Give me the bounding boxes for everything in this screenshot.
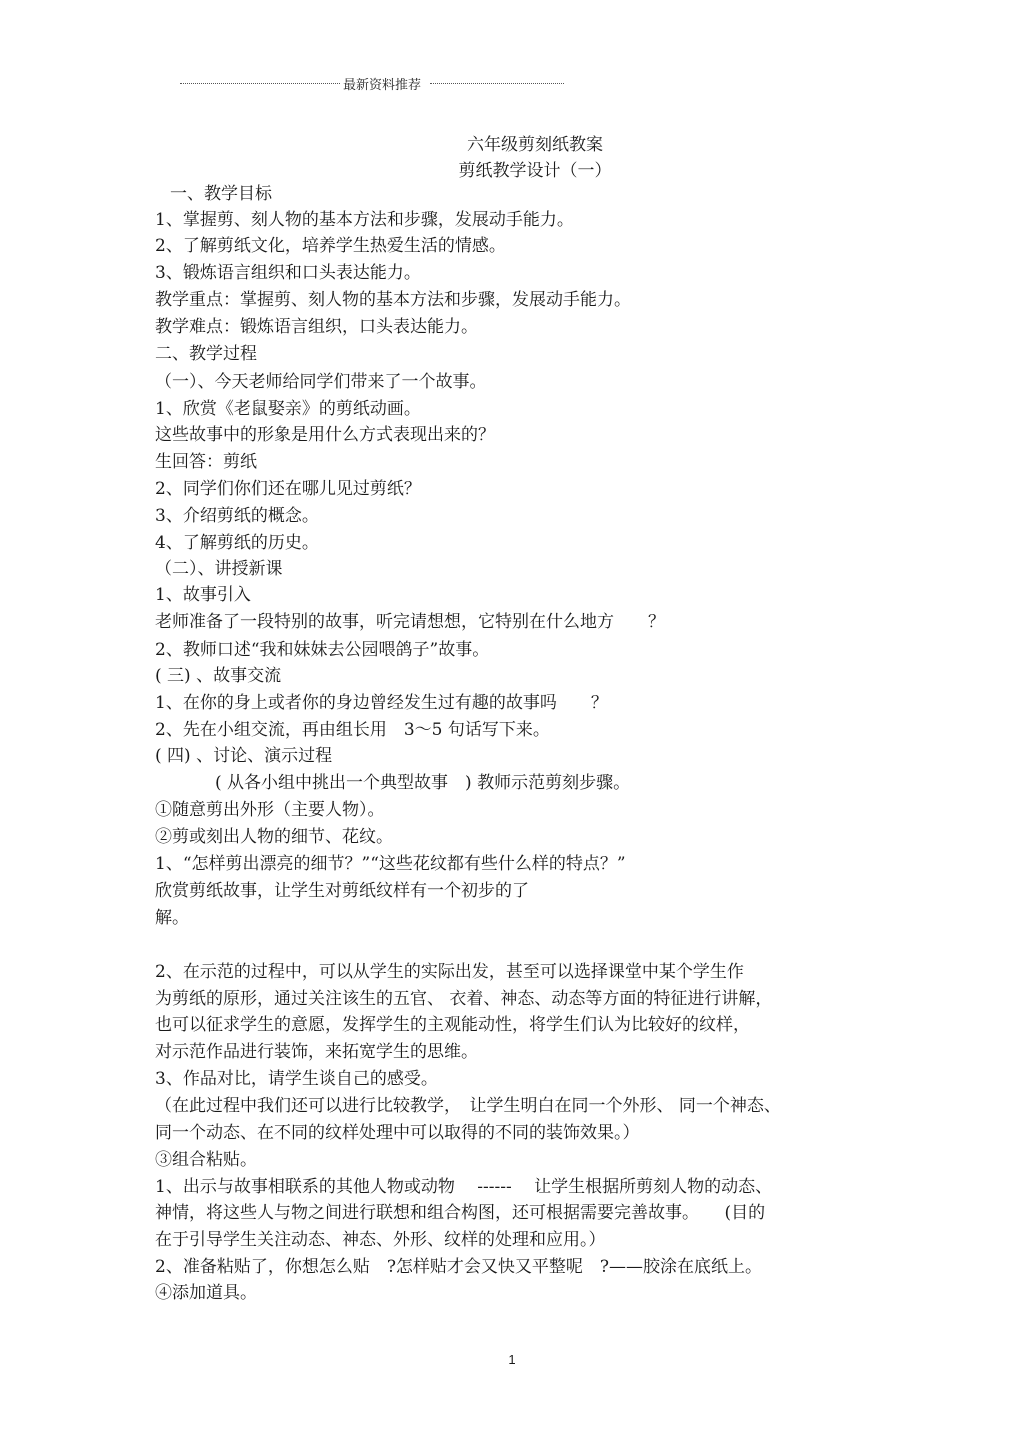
body-line: 一、教学目标 bbox=[170, 184, 272, 204]
body-line: 1、出示与故事相联系的其他人物或动物 ------ 让学生根据所剪刻人物的动态、 bbox=[155, 1177, 773, 1197]
body-line: ③组合粘贴。 bbox=[155, 1150, 257, 1170]
body-line: 教学难点：锻炼语言组织，口头表达能力。 bbox=[155, 317, 478, 337]
body-line: ( 三) 、故事交流 bbox=[155, 666, 282, 686]
body-line: 3、锻炼语言组织和口头表达能力。 bbox=[155, 263, 421, 283]
body-line: （一）、今天老师给同学们带来了一个故事。 bbox=[155, 372, 487, 392]
document-title: 六年级剪刻纸教案 bbox=[467, 135, 603, 155]
body-line: ①随意剪出外形（主要人物）。 bbox=[155, 800, 385, 820]
body-line: 2、了解剪纸文化，培养学生热爱生活的情感。 bbox=[155, 236, 506, 256]
body-line: 二、教学过程 bbox=[155, 344, 257, 364]
header-rule-left bbox=[180, 83, 340, 84]
page-header bbox=[180, 74, 564, 94]
body-line: 1、“怎样剪出漂亮的细节？”“这些花纹都有些什么样的特点？” bbox=[155, 854, 626, 874]
body-line: （二）、讲授新课 bbox=[155, 559, 283, 579]
body-line: 这些故事中的形象是用什么方式表现出来的？ bbox=[155, 425, 495, 445]
body-line: 1、故事引入 bbox=[155, 585, 251, 605]
header-rule-right bbox=[430, 83, 564, 84]
body-line: 3、作品对比，请学生谈自己的感受。 bbox=[155, 1069, 438, 1089]
body-line: 3、介绍剪纸的概念。 bbox=[155, 506, 319, 526]
body-line: （在此过程中我们还可以进行比较教学， 让学生明白在同一个外形、 同一个神态、 bbox=[155, 1096, 781, 1116]
body-line: 4、了解剪纸的历史。 bbox=[155, 533, 319, 553]
body-line: 为剪纸的原形，通过关注该生的五官、 衣着、神态、动态等方面的特征进行讲解， bbox=[155, 989, 773, 1009]
header-label: 最新资料推荐 bbox=[343, 78, 422, 93]
body-line: 对示范作品进行装饰，来拓宽学生的思维。 bbox=[155, 1042, 478, 1062]
body-line: 生回答：剪纸 bbox=[155, 452, 257, 472]
body-line: 2、先在小组交流，再由组长用 3～5 句话写下来。 bbox=[155, 720, 550, 740]
body-line: 在于引导学生关注动态、神态、外形、纹样的处理和应用。） bbox=[155, 1230, 606, 1250]
document-subtitle: 剪纸教学设计（一） bbox=[458, 161, 612, 181]
body-line: 2、准备粘贴了，你想怎么贴 ?怎样贴才会又快又平整呢 ?——胶涂在底纸上。 bbox=[155, 1257, 763, 1277]
body-line: 神情，将这些人与物之间进行联想和组合构图，还可根据需要完善故事。 (目的 bbox=[155, 1203, 766, 1223]
body-line: ( 四) 、讨论、演示过程 bbox=[155, 746, 333, 766]
body-line: 1、欣赏《老鼠娶亲》的剪纸动画。 bbox=[155, 399, 421, 419]
body-line: ( 从各小组中挑出一个典型故事 ) 教师示范剪刻步骤。 bbox=[215, 773, 631, 793]
body-line: 2、同学们你们还在哪儿见过剪纸？ bbox=[155, 479, 421, 499]
body-line: 也可以征求学生的意愿，发挥学生的主观能动性，将学生们认为比较好的纹样， bbox=[155, 1015, 750, 1035]
body-line: 解。 bbox=[155, 908, 189, 928]
body-line: 2、教师口述“我和妹妹去公园喂鸽子”故事。 bbox=[155, 640, 490, 660]
body-line: 同一个动态、在不同的纹样处理中可以取得的不同的装饰效果。） bbox=[155, 1123, 640, 1143]
body-line: ②剪或刻出人物的细节、花纹。 bbox=[155, 827, 393, 847]
body-line: 2、在示范的过程中，可以从学生的实际出发，甚至可以选择课堂中某个学生作 bbox=[155, 962, 744, 982]
body-line: 1、在你的身上或者你的身边曾经发生过有趣的故事吗 ？ bbox=[155, 693, 608, 713]
body-line: 欣赏剪纸故事，让学生对剪纸纹样有一个初步的了 bbox=[155, 881, 529, 901]
page-number: 1 bbox=[508, 1352, 516, 1367]
body-line: 1、掌握剪、刻人物的基本方法和步骤，发展动手能力。 bbox=[155, 210, 574, 230]
body-line: ④添加道具。 bbox=[155, 1283, 257, 1303]
body-line: 老师准备了一段特别的故事，听完请想想，它特别在什么地方 ？ bbox=[155, 612, 665, 632]
body-line: 教学重点：掌握剪、刻人物的基本方法和步骤，发展动手能力。 bbox=[155, 290, 631, 310]
